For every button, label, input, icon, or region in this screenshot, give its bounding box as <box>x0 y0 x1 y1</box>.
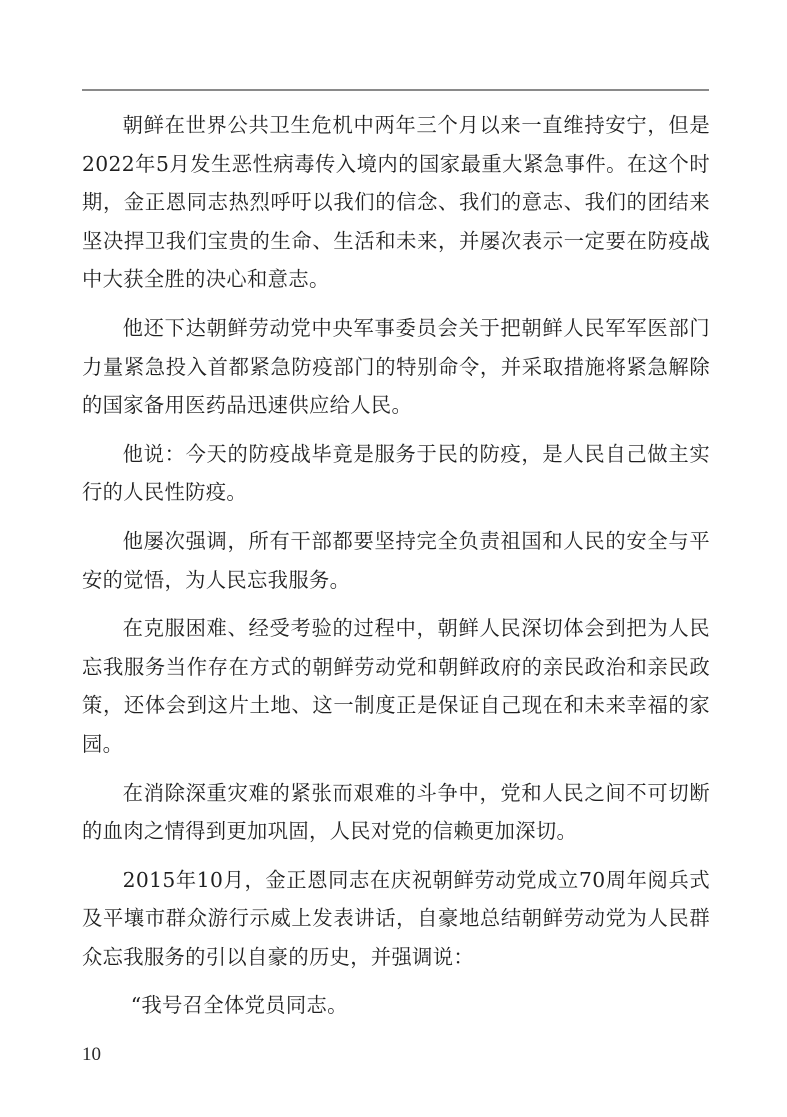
paragraph-6: 在消除深重灾难的紧张而艰难的斗争中，党和人民之间不可切断的血肉之情得到更加巩固，人民对党的信赖更加深切。 <box>82 780 710 844</box>
paragraph-4: 他屡次强调，所有干部都要坚持完全负责祖国和人民的安全与平安的觉悟，为人民忘我服务。 <box>82 528 710 592</box>
header-rule <box>82 89 709 91</box>
body-text <box>82 106 710 1035</box>
paragraph-5: 在克服困难、经受考验的过程中，朝鲜人民深切体会到把为人民忘我服务当作存在方式的朝鲜劳动党和朝鲜政府的亲民政治和亲民政策，还体会到这片土地、这一制度正是保证自己现在和未来幸福的家园。 <box>82 616 710 756</box>
paragraph-8-quote: “我号召全体党员同志。 <box>130 993 348 1018</box>
page-number: 10 <box>82 1044 101 1065</box>
paragraph-1: 朝鲜在世界公共卫生危机中两年三个月以来一直维持安宁，但是2022年5月发生恶性病毒传入境内的国家最重大紧急事件。在这个时期，金正恩同志热烈呼吁以我们的信念、我们的意志、我们的团结来坚决捍卫我们宝贵的生命、生活和未来，并屡次表示一定要在防疫战中大获全胜的决心和意志。 <box>82 113 710 292</box>
paragraph-3: 他说：今天的防疫战毕竟是服务于民的防疫，是人民自己做主实行的人民性防疫。 <box>82 441 710 505</box>
paragraph-7: 2015年10月，金正恩同志在庆祝朝鲜劳动党成立70周年阅兵式及平壤市群众游行示威上发表讲话，自豪地总结朝鲜劳动党为人民群众忘我服务的引以自豪的历史，并强调说： <box>82 867 710 969</box>
paragraph-2: 他还下达朝鲜劳动党中央军事委员会关于把朝鲜人民军军医部门力量紧急投入首都紧急防疫部门的特别命令，并采取措施将紧急解除的国家备用医药品迅速供应给人民。 <box>82 315 710 418</box>
